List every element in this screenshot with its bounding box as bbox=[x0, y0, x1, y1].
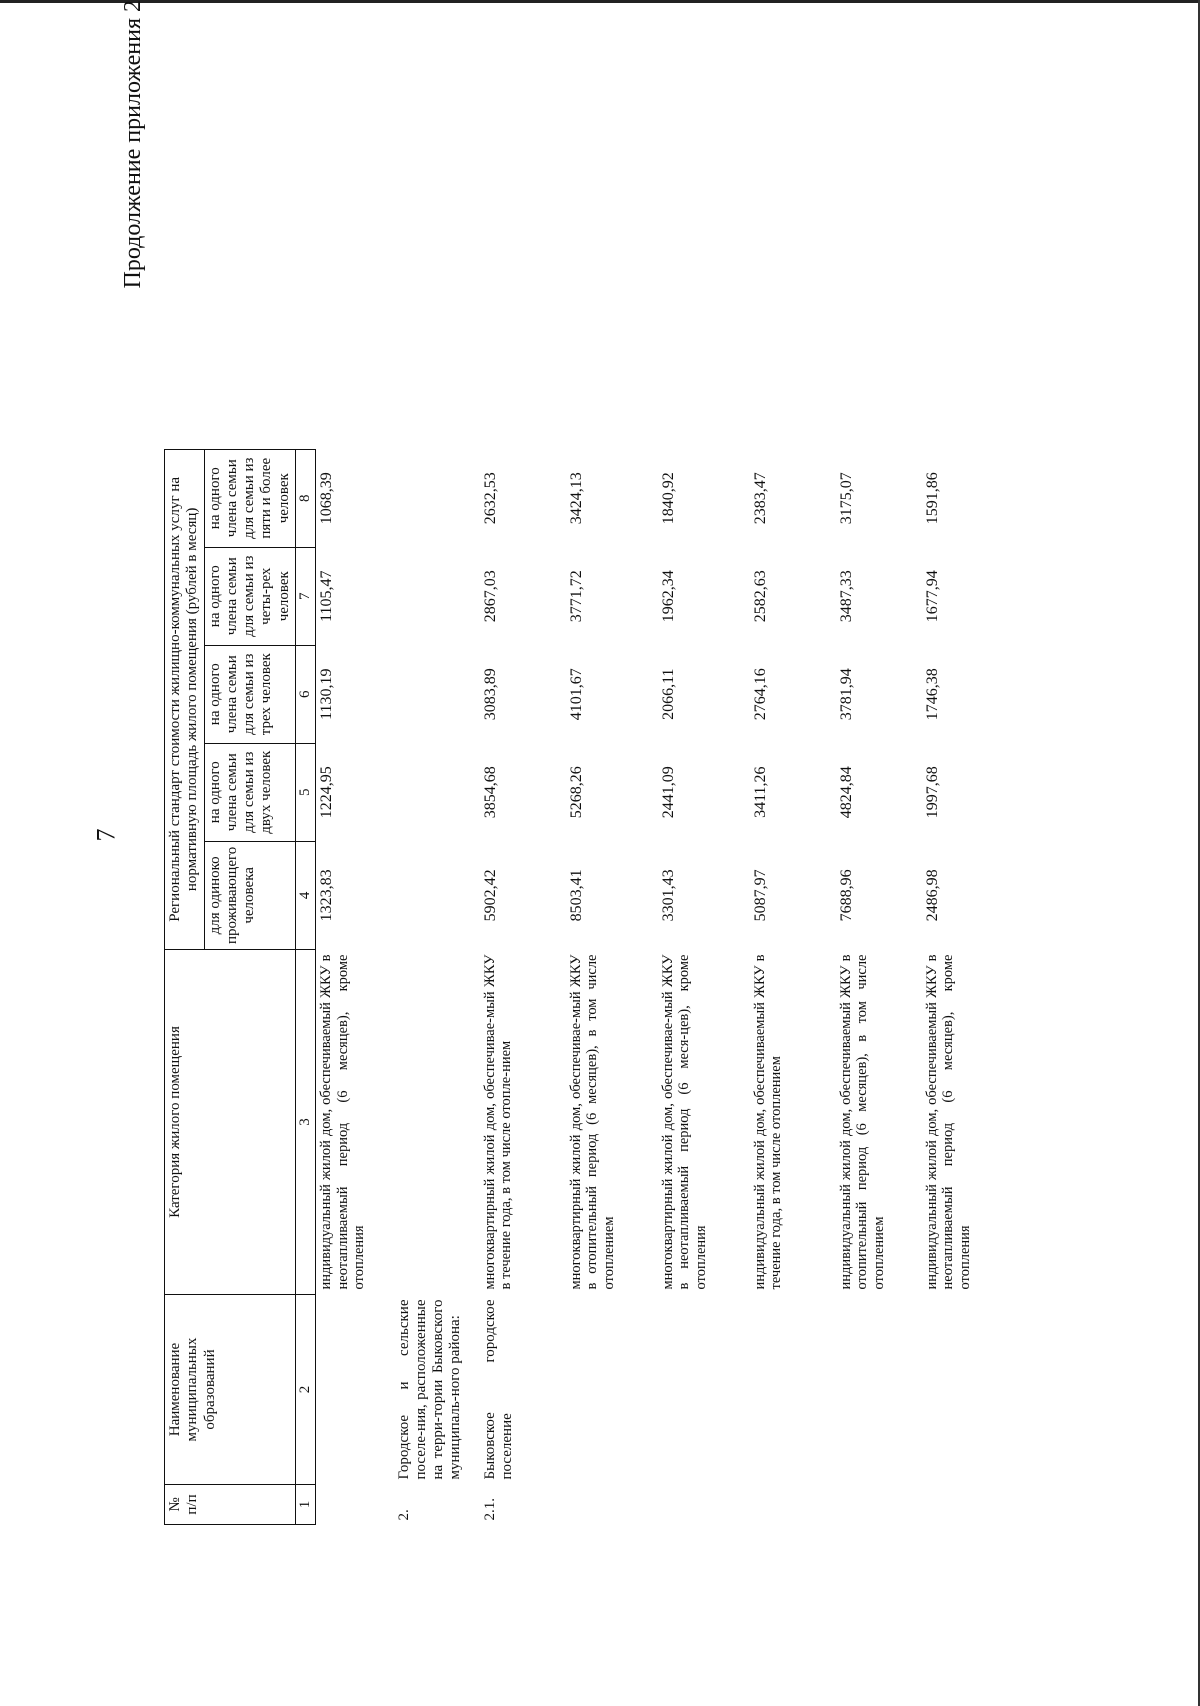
row-number bbox=[566, 1485, 658, 1525]
standard-value: 3771,72 bbox=[567, 570, 585, 623]
table-row bbox=[316, 449, 394, 1524]
standard-value: 1840,92 bbox=[659, 472, 677, 525]
housing-category bbox=[394, 950, 480, 1295]
page-number: 7 bbox=[91, 828, 121, 842]
standard-value: 2582,63 bbox=[751, 570, 769, 623]
standard-value: 3301,43 bbox=[659, 869, 677, 922]
standard-value: 2764,16 bbox=[751, 668, 769, 721]
standard-value: 1997,68 bbox=[923, 766, 941, 819]
standard-value: 8503,41 bbox=[567, 869, 585, 922]
row-number bbox=[658, 1485, 750, 1525]
standard-value bbox=[394, 645, 480, 743]
page-heading: Продолжение приложения 2 bbox=[120, 0, 146, 289]
table-row bbox=[750, 449, 836, 1524]
table-row bbox=[480, 449, 566, 1524]
housing-category: индивидуальный жилой дом, обеспечиваемый ЖКУ в течение года, в том числе отоплением bbox=[751, 954, 785, 1290]
table-row bbox=[922, 449, 1008, 1524]
standard-value: 1130,19 bbox=[318, 668, 335, 720]
col-number: 1 bbox=[295, 1485, 315, 1525]
standard-value: 5902,42 bbox=[481, 869, 499, 922]
standard-value: 3411,26 bbox=[751, 766, 769, 818]
municipality-name: Быковское городское поселение bbox=[481, 1299, 515, 1480]
standard-value: 3424,13 bbox=[567, 472, 585, 525]
standard-value: 3854,68 bbox=[481, 766, 499, 819]
standard-value: 5268,26 bbox=[567, 766, 585, 819]
standard-value: 7688,96 bbox=[837, 869, 855, 922]
header-sub-3: на одного члена семьи для семьи из трех человек bbox=[204, 645, 295, 743]
standard-value: 4101,67 bbox=[567, 668, 585, 721]
housing-category: индивидуальный жилой дом, обеспечиваемый ЖКУ в отопительный период (6 месяцев), в том числе отоплением bbox=[837, 954, 887, 1290]
row-number bbox=[316, 1485, 394, 1525]
standard-value: 3083,89 bbox=[481, 668, 499, 721]
municipality-name bbox=[750, 1295, 836, 1485]
row-number bbox=[836, 1485, 922, 1525]
header-standard-group: Региональный стандарт стоимости жилищно-коммунальных услуг на нормативную площадь жилого помещения (рублей в месяц) bbox=[165, 449, 205, 949]
standard-value: 3487,33 bbox=[837, 570, 855, 623]
col-number: 2 bbox=[295, 1295, 315, 1485]
standard-value: 1323,83 bbox=[318, 869, 335, 922]
row-number: 2.1. bbox=[481, 1498, 498, 1521]
standard-value: 1591,86 bbox=[923, 472, 941, 525]
table-row bbox=[394, 449, 480, 1524]
col-number: 5 bbox=[295, 743, 315, 841]
header-num: № п/п bbox=[165, 1485, 296, 1525]
header-sub-2: на одного члена семьи для семьи из двух человек bbox=[204, 743, 295, 841]
standard-value: 1677,94 bbox=[923, 570, 941, 623]
header-sub-1: для одиноко проживающего человека bbox=[204, 841, 295, 949]
row-number bbox=[750, 1485, 836, 1525]
header-name: Наименование муниципальных образований bbox=[165, 1295, 296, 1485]
housing-category: индивидуальный жилой дом, обеспечиваемый ЖКУ в неотапливаемый период (6 месяцев), кроме отопления bbox=[923, 954, 973, 1290]
table-row bbox=[658, 449, 750, 1524]
standard-value bbox=[394, 449, 480, 547]
standard-value: 3175,07 bbox=[837, 472, 855, 525]
row-number bbox=[922, 1485, 1008, 1525]
standard-value: 3781,94 bbox=[837, 668, 855, 721]
standard-value: 2632,53 bbox=[481, 472, 499, 525]
standard-value: 2383,47 bbox=[751, 472, 769, 525]
standard-value: 1105,47 bbox=[318, 570, 335, 622]
housing-category: многоквартирный жилой дом, обеспечивае-мый ЖКУ в течение года, в том числе отопле-нием bbox=[481, 954, 515, 1290]
rotated-sheet bbox=[120, 0, 1080, 1560]
housing-category: многоквартирный жилой дом, обеспечивае-мый ЖКУ в отопительный период (6 месяцев), в том числе отоплением bbox=[567, 954, 617, 1290]
col-number: 7 bbox=[295, 547, 315, 645]
header-sub-4: на одного члена семьи для семьи из четы-рех человек bbox=[204, 547, 295, 645]
standard-value: 1224,95 bbox=[318, 766, 335, 819]
header-sub-5: на одного члена семьи для семьи из пяти и более человек bbox=[204, 449, 295, 547]
standard-value: 5087,97 bbox=[751, 869, 769, 922]
standard-value: 2066,11 bbox=[659, 668, 677, 720]
table-row bbox=[566, 449, 658, 1524]
standard-value bbox=[394, 743, 480, 841]
standard-value: 2867,03 bbox=[481, 570, 499, 623]
municipality-name bbox=[922, 1295, 1008, 1485]
standard-value: 4824,84 bbox=[837, 766, 855, 819]
standard-value bbox=[394, 841, 480, 949]
col-number: 6 bbox=[295, 645, 315, 743]
table-row bbox=[836, 449, 922, 1524]
standard-value: 2486,98 bbox=[923, 869, 941, 922]
municipality-name: Городское и сельские поселе-ния, расположенные на терри-тории Быковского муниципаль-ного района: bbox=[395, 1299, 464, 1480]
standard-value: 1962,34 bbox=[659, 570, 677, 623]
housing-category: индивидуальный жилой дом, обеспечиваемый ЖКУ в неотапливаемый период (6 месяцев), кроме отопления bbox=[318, 954, 368, 1290]
municipality-name bbox=[836, 1295, 922, 1485]
standard-value: 2441,09 bbox=[659, 766, 677, 819]
header-category: Категория жилого помещения bbox=[165, 950, 296, 1295]
standard-value bbox=[394, 547, 480, 645]
col-number: 3 bbox=[295, 950, 315, 1295]
housing-category: многоквартирный жилой дом, обеспечивае-мый ЖКУ в неотапливаемый период (6 меся-цев), кроме отопления bbox=[659, 954, 709, 1290]
standard-value: 1068,39 bbox=[318, 472, 335, 525]
municipality-name bbox=[316, 1295, 394, 1485]
col-number: 8 bbox=[295, 449, 315, 547]
standard-value: 1746,38 bbox=[923, 668, 941, 721]
col-number: 4 bbox=[295, 841, 315, 949]
row-number: 2. bbox=[395, 1509, 412, 1521]
municipality-name bbox=[566, 1295, 658, 1485]
municipality-name bbox=[658, 1295, 750, 1485]
standard-table bbox=[164, 449, 1008, 1525]
